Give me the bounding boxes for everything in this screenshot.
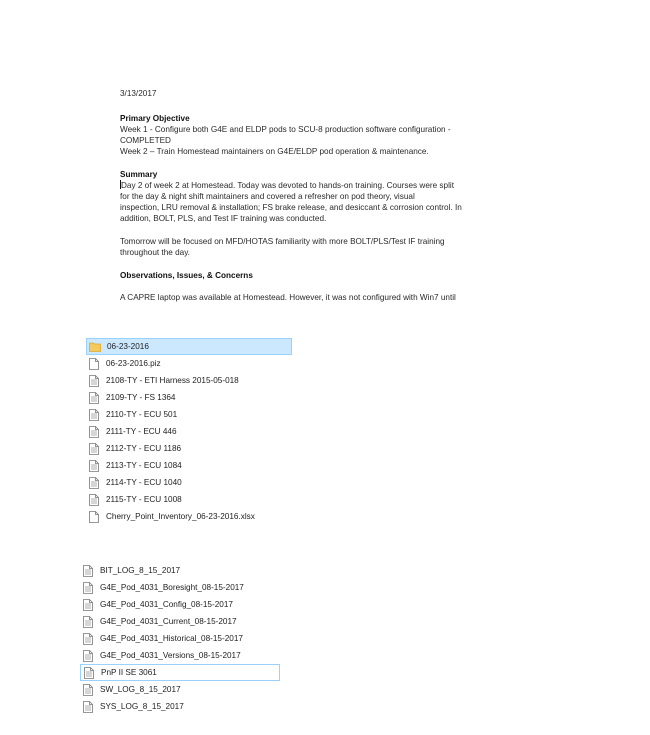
- objective-line: COMPLETED: [120, 136, 171, 145]
- file-name-label: SW_LOG_8_15_2017: [100, 685, 181, 694]
- file-name-label: G4E_Pod_4031_Versions_08-15-2017: [100, 651, 241, 660]
- text-file-icon: [88, 392, 100, 404]
- text-file-icon: [82, 565, 94, 577]
- file-name-label: 2113-TY - ECU 1084: [106, 461, 182, 470]
- file-name-label: Cherry_Point_Inventory_06-23-2016.xlsx: [106, 512, 255, 521]
- file-name-label: 2115-TY - ECU 1008: [106, 495, 182, 504]
- file-list-item[interactable]: [80, 596, 280, 613]
- file-list-item[interactable]: [86, 508, 292, 525]
- text-file-icon: [82, 684, 94, 696]
- file-name-label: PnP II SE 3061: [101, 668, 157, 677]
- file-name-label: 2110-TY - ECU 501: [106, 410, 178, 419]
- file-list-item[interactable]: [86, 457, 292, 474]
- file-name-label: G4E_Pod_4031_Current_08-15-2017: [100, 617, 237, 626]
- report-document[interactable]: [120, 88, 540, 315]
- file-name-label: 2112-TY - ECU 1186: [106, 444, 182, 453]
- file-list-item[interactable]: [80, 681, 280, 698]
- file-list-item[interactable]: [86, 474, 292, 491]
- summary-heading: Summary: [120, 170, 158, 179]
- text-file-icon: [88, 494, 100, 506]
- text-file-icon: [88, 477, 100, 489]
- tomorrow-line: Tomorrow will be focused on MFD/HOTAS familiarity with more BOLT/PLS/Test IF training: [120, 237, 445, 246]
- file-list-item[interactable]: [80, 647, 280, 664]
- observations-heading: Observations, Issues, & Concerns: [120, 271, 253, 280]
- text-file-icon: [88, 375, 100, 387]
- text-file-icon: [82, 633, 94, 645]
- text-file-icon: [88, 443, 100, 455]
- summary-line: addition, BOLT, PLS, and Test IF training was conducted.: [120, 214, 327, 223]
- observations-line: A CAPRE laptop was available at Homestead. However, it was not configured with Win7 until: [120, 293, 456, 302]
- file-list-item[interactable]: [86, 372, 292, 389]
- file-icon: [88, 358, 100, 370]
- summary-line: Day 2 of week 2 at Homestead. Today was devoted to hands-on training. Courses were split: [121, 181, 454, 190]
- file-list-item[interactable]: [80, 698, 280, 715]
- file-list-item[interactable]: [86, 406, 292, 423]
- objective-line: Week 1 - Configure both G4E and ELDP pods to SCU-8 production software configuration -: [120, 125, 451, 134]
- file-name-label: 2111-TY - ECU 446: [106, 427, 177, 436]
- text-file-icon: [88, 409, 100, 421]
- file-list-item[interactable]: [86, 355, 292, 372]
- objective-line: Week 2 – Train Homestead maintainers on G4E/ELDP pod operation & maintenance.: [120, 147, 429, 156]
- text-file-icon: [88, 460, 100, 472]
- file-list-item[interactable]: [80, 579, 280, 596]
- text-file-icon: [82, 616, 94, 628]
- summary-line: for the day & night shift maintainers and covered a refresher on pod theory, visual: [120, 192, 415, 201]
- observations-section: [120, 270, 540, 303]
- text-file-icon: [83, 667, 95, 679]
- file-list-item[interactable]: [86, 389, 292, 406]
- file-list-2: [80, 562, 280, 715]
- text-file-icon: [82, 701, 94, 713]
- file-list-item[interactable]: [86, 338, 292, 355]
- file-name-label: 2109-TY - FS 1364: [106, 393, 176, 402]
- file-list-item[interactable]: [86, 491, 292, 508]
- file-name-label: 06-23-2016: [107, 342, 149, 351]
- text-file-icon: [82, 582, 94, 594]
- tomorrow-section: [120, 236, 540, 258]
- file-name-label: 2114-TY - ECU 1040: [106, 478, 182, 487]
- file-name-label: G4E_Pod_4031_Boresight_08-15-2017: [100, 583, 244, 592]
- file-list-item[interactable]: [80, 630, 280, 647]
- summary-section: [120, 169, 540, 224]
- file-list-1: [86, 338, 292, 525]
- file-name-label: 2108-TY - ETI Harness 2015-05-018: [106, 376, 239, 385]
- file-list-item[interactable]: [86, 423, 292, 440]
- file-list-item[interactable]: [80, 664, 280, 681]
- file-list-item[interactable]: [86, 440, 292, 457]
- summary-line: inspection, LRU removal & installation; FS brake release, and desiccant & corrosion control. In: [120, 203, 462, 212]
- file-name-label: 06-23-2016.piz: [106, 359, 161, 368]
- tomorrow-line: throughout the day.: [120, 248, 190, 257]
- text-file-icon: [88, 426, 100, 438]
- file-list-item[interactable]: [80, 613, 280, 630]
- folder-icon: [89, 341, 101, 353]
- file-name-label: G4E_Pod_4031_Historical_08-15-2017: [100, 634, 243, 643]
- file-name-label: BIT_LOG_8_15_2017: [100, 566, 181, 575]
- text-file-icon: [82, 599, 94, 611]
- report-date: 3/13/2017: [120, 89, 157, 98]
- text-file-icon: [82, 650, 94, 662]
- file-icon: [88, 511, 100, 523]
- primary-objective-section: [120, 113, 540, 157]
- file-name-label: G4E_Pod_4031_Config_08-15-2017: [100, 600, 233, 609]
- file-list-item[interactable]: [80, 562, 280, 579]
- primary-objective-heading: Primary Objective: [120, 114, 190, 123]
- file-name-label: SYS_LOG_8_15_2017: [100, 702, 184, 711]
